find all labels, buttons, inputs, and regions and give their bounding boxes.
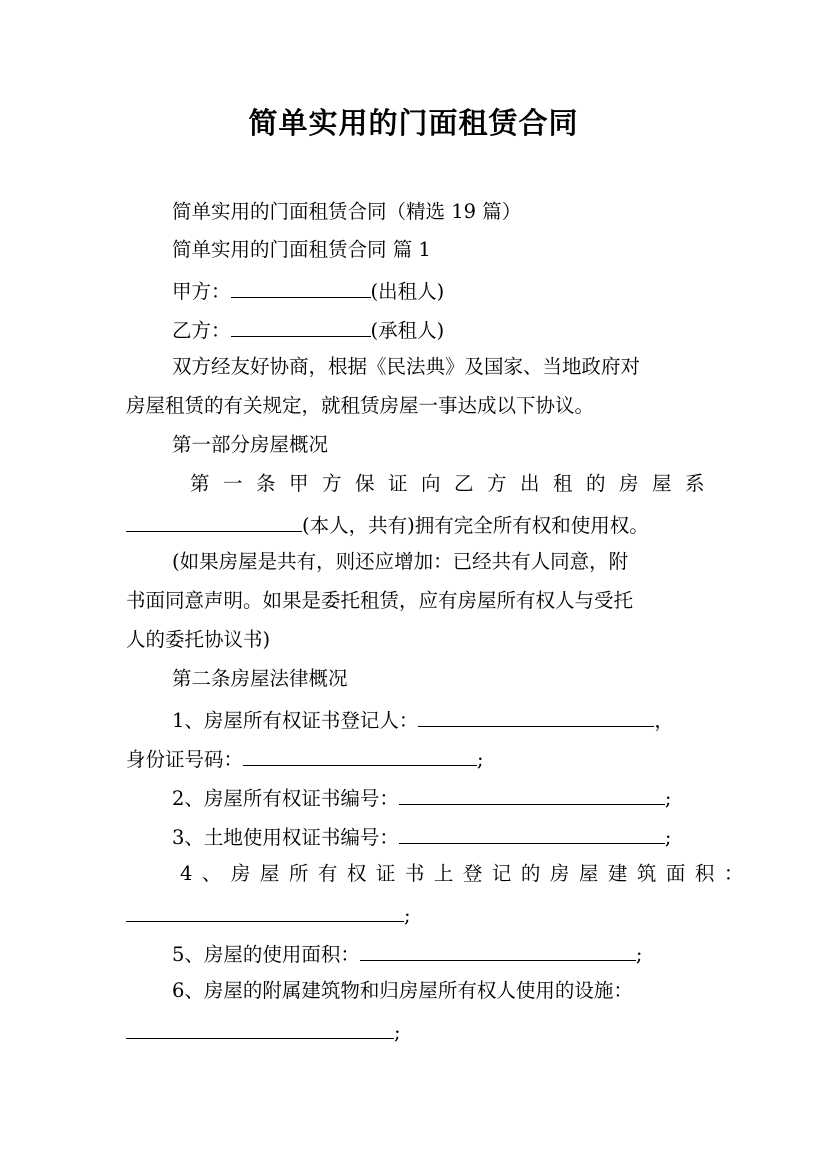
item-4-end: ; (404, 904, 411, 927)
item-5-end: ; (635, 943, 643, 966)
item-6-end: ; (394, 1021, 401, 1044)
clause1-line-1: 第一条甲方保证向乙方出租的房屋系 (190, 472, 719, 495)
id-number-line (126, 747, 484, 770)
intro-line-1: 双方经友好协商，根据《民法典》及国家、当地政府对 (172, 355, 641, 378)
item-6-blank (126, 1020, 394, 1039)
item-4-blank-line (126, 903, 411, 926)
party-b-label: 乙方： (172, 319, 231, 342)
party-b-suffix: (承租人) (370, 319, 445, 342)
item-6-label: 6、房屋的附属建筑物和归房屋所有权人使用的设施： (172, 979, 633, 1002)
item-4-label: 4、房屋所有权证书上登记的房屋建筑面积： (180, 862, 753, 885)
party-b-line (172, 318, 444, 341)
item-2-blank (399, 786, 665, 805)
clause1-suffix: (本人，共有)拥有完全所有权和使用权。 (302, 514, 649, 537)
item-1-label: 1、房屋所有权证书登记人： (172, 709, 419, 732)
id-number-end: ; (477, 748, 484, 771)
part1-heading: 第一部分房屋概况 (172, 433, 329, 456)
clause1-blank (126, 513, 302, 532)
note-line-2: 书面同意声明。如果是委托租赁，应有房屋所有权人与受托 (126, 589, 634, 612)
item-5-blank (360, 942, 636, 961)
item-3 (172, 825, 672, 848)
item-2 (172, 786, 672, 809)
clause1-line-2 (126, 513, 649, 536)
subtitle: 简单实用的门面租赁合同（精选 19 篇） (172, 200, 522, 223)
item-2-label: 2、房屋所有权证书编号： (172, 787, 399, 810)
document-title: 简单实用的门面租赁合同 (248, 106, 579, 140)
item-2-end: ; (664, 787, 672, 810)
note-line-3: 人的委托协议书) (126, 628, 271, 651)
item-5 (172, 942, 643, 965)
intro-line-2: 房屋租赁的有关规定，就租赁房屋一事达成以下协议。 (126, 394, 595, 417)
item-3-label: 3、土地使用权证书编号： (172, 826, 399, 849)
article-heading: 简单实用的门面租赁合同 篇 1 (172, 238, 431, 261)
party-b-blank (231, 318, 371, 337)
party-a-suffix: (出租人) (370, 280, 445, 303)
party-a-line (172, 279, 444, 302)
note-line-1: (如果房屋是共有，则还应增加：已经共有人同意，附 (172, 550, 629, 573)
clause2-heading: 第二条房屋法律概况 (172, 667, 348, 690)
item-5-label: 5、房屋的使用面积： (172, 943, 360, 966)
item-1-blank (418, 708, 654, 727)
item-1 (172, 708, 674, 731)
party-a-label: 甲方： (172, 280, 231, 303)
id-number-label: 身份证号码： (126, 748, 244, 771)
id-number-blank (243, 747, 477, 766)
item-3-blank (399, 825, 665, 844)
item-4-blank (126, 903, 404, 922)
item-3-end: ; (664, 826, 672, 849)
item-1-end: ， (654, 709, 674, 732)
item-6-blank-line (126, 1020, 401, 1043)
party-a-blank (231, 279, 371, 298)
